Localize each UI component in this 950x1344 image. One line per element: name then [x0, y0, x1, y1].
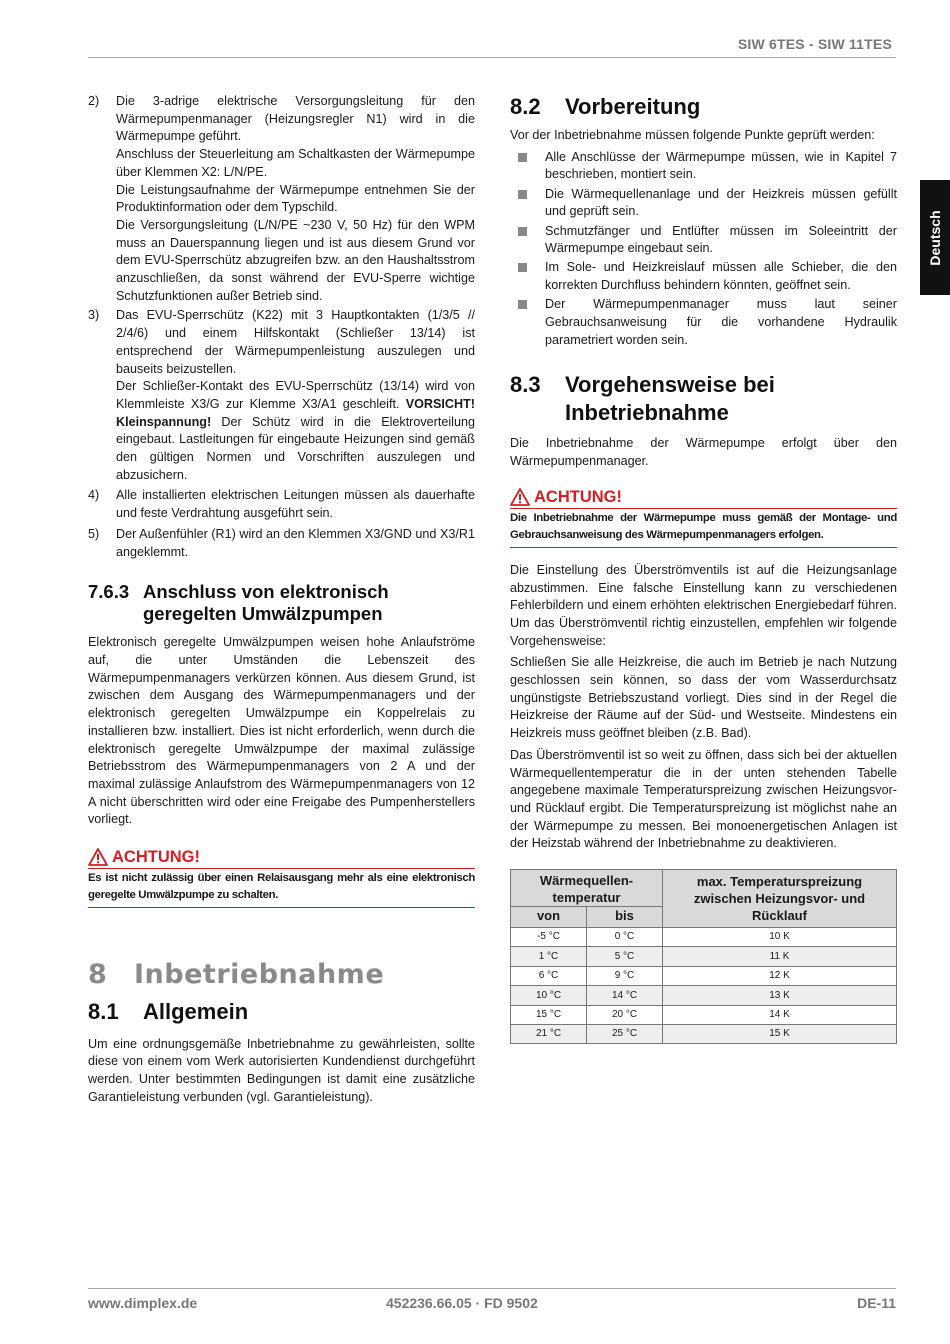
list-item [510, 186, 897, 221]
warning-rule-bottom [510, 547, 897, 548]
table-cell: 6 °C [511, 966, 587, 985]
table-cell: 15 K [663, 1025, 897, 1044]
list-line: Die Versorgungsleitung (L/N/PE ~230 V, 50 Hz) für den WPM muss an Dauerspannung liegen und ist aus diesem Grund vor dem EVU-Sperrschütz abzugreifen bzw. an den Haushaltsstrom anzuschließen, da sonst während der EVU-Sperre wichtige Schutzfunktionen außer Betrieb sind. [116, 217, 475, 303]
list-item [510, 296, 897, 349]
list-line: Anschluss der Steuerleitung am Schaltkasten der Wärmepumpe über Klemmen X2: L/N/PE. [116, 147, 475, 179]
list-item-2 [88, 93, 475, 305]
paragraph: Vor der Inbetriebnahme müssen folgende Punkte geprüft werden: [510, 128, 875, 142]
list-body [116, 307, 475, 484]
table-cell: 25 °C [587, 1025, 663, 1044]
footer-document-number: 452236.66.05 · FD 9502 [386, 1295, 538, 1311]
list-line: Das EVU-Sperrschütz (K22) mit 3 Hauptkontakten (1/3/5 // 2/4/6) und einem Hilfskontakt (Schließer 13/14) ist entsprechend der Wärmepumpenleistung auszulegen und bauseits beizustellen. [116, 308, 475, 376]
table-cell: 11 K [663, 947, 897, 966]
list-line [116, 378, 475, 484]
bullet-square-icon [518, 263, 527, 272]
list-number: 4) [88, 488, 100, 503]
list-item-3 [88, 307, 475, 484]
warning-text: Es ist nicht zulässig über einen Relaisausgang mehr als eine elektronisch geregelte Umwälzpumpe zu schalten. [88, 872, 475, 902]
header-from: von [511, 907, 587, 928]
checklist [510, 149, 897, 350]
left-column [88, 93, 475, 1111]
table-cell: 1 °C [511, 947, 587, 966]
footer-rule [88, 1288, 896, 1289]
list-number: 5) [88, 526, 100, 541]
warning-header [510, 487, 897, 507]
list-item-text: Schmutzfänger und Entlüfter müssen im Soleeintritt der Wärmepumpe eingebaut sein. [545, 223, 897, 256]
header-source-temp: Wärmequellen-temperatur [511, 870, 663, 907]
table-cell: 5 °C [587, 947, 663, 966]
section-heading-8-1 [88, 998, 475, 1026]
list-item-text: Im Sole- und Heizkreislauf müssen alle Schieber, die den korrekten Durchfluss behindern könnten, geöffnet sein. [545, 260, 897, 293]
chapter-title: Inbetriebnahme [134, 959, 385, 991]
list-line: Die Leistungsaufnahme der Wärmepumpe entnehmen Sie der Produktinformation oder dem Typschild. [116, 182, 475, 215]
warning-box [510, 487, 897, 548]
bullet-square-icon [518, 227, 527, 236]
warning-header [88, 847, 475, 867]
warning-label: ACHTUNG! [534, 487, 622, 506]
list-item-text: Der Wärmepumpenmanager muss laut seiner Gebrauchsanweisung für die vorhandene Hydraulik parametriert worden sein. [545, 297, 897, 347]
table-row [511, 947, 897, 966]
warning-label: ACHTUNG! [112, 848, 200, 867]
section-title: Allgemein [143, 998, 249, 1024]
paragraph: Die Einstellung des Überströmventils ist auf die Heizungsanlage abzustimmen. Eine falsche Einstellung kann zu verschiedenen Fehlerbildern und einem erhöhten elektrischen Energiebedarf führen. Um das Überströmventil richtig einzustellen, empfehlen wir folgende Vorgehensweise: [510, 562, 897, 648]
section-title: Anschluss von elektronisch geregelten Umwälzpumpen [143, 581, 389, 625]
section-title: Vorgehensweise bei Inbetriebnahme [565, 372, 775, 426]
table-cell: 9 °C [587, 966, 663, 985]
section-title: Vorbereitung [565, 94, 701, 119]
table-row [511, 1005, 897, 1024]
list-line: Die 3-adrige elektrische Versorgungsleitung für den Wärmepumpenmanager (Heizungsregler N1) wird in die Wärmepumpe geführt. [116, 94, 475, 144]
table-cell: 10 °C [511, 986, 587, 1005]
table-cell: -5 °C [511, 928, 587, 947]
list-number: 2) [88, 94, 100, 108]
list-item-text: Alle Anschlüsse der Wärmepumpe müssen, wie in Kapitel 7 beschrieben, montiert sein. [545, 149, 897, 182]
section-number: 7.6.3 [88, 581, 130, 603]
bullet-square-icon [518, 300, 527, 309]
warning-triangle-icon [88, 848, 108, 866]
footer-page-number: DE-11 [857, 1295, 896, 1311]
table-row [511, 928, 897, 947]
caution-text: VORSICHT! Kleinspannung! [116, 396, 475, 429]
paragraph: Schließen Sie alle Heizkreise, die auch im Betrieb je nach Nutzung geschlossen sein können, so dass der vom Wasserdurchsatz ungünstigste Betriebszustand vorliegt. Dies sind in der Regel die Heizkreise der Räume auf der Süd- und Westseite. Mindestens ein Heizkreis muss geöffnet bleiben (z.B. Bad). [510, 655, 897, 741]
header-to: bis [587, 907, 663, 928]
warning-rule-bottom [88, 907, 475, 908]
paragraph: Die Inbetriebnahme der Wärmepumpe erfolgt über den Wärmepumpenmanager. [510, 436, 897, 469]
header-max-spread: max. Temperaturspreizung zwischen Heizungsvor- und Rücklauf [663, 870, 897, 928]
table-cell: 21 °C [511, 1025, 587, 1044]
list-item [510, 259, 897, 294]
footer-website-link[interactable]: www.dimplex.de [88, 1295, 198, 1311]
table-cell: 12 K [663, 966, 897, 985]
bullet-square-icon [518, 190, 527, 199]
section-number: 8.2 [510, 94, 541, 119]
list-body [116, 93, 475, 305]
list-body: Alle installierten elektrischen Leitungen müssen als dauerhafte und feste Verdrahtung ausgeführt sein. [116, 488, 475, 521]
table-row [511, 966, 897, 985]
paragraph: Das Überströmventil ist so weit zu öffnen, dass sich bei der aktuellen Wärmequellentemperatur die in der unten stehenden Tabelle angegebene maximale Temperaturspreizung zwischen Heizungsvor- und Rücklauf ergibt. Die Temperaturspreizung ist möglichst nahe an der Wärmepumpe zu messen. Bei monoenergetischen Anlagen ist der Heizstab während der Inbetriebnahme zu deaktivieren. [510, 747, 897, 851]
table-row [511, 1025, 897, 1044]
language-tab-label: Deutsch [927, 209, 943, 266]
right-column [510, 93, 897, 1044]
section-number: 8.1 [88, 998, 119, 1024]
table-cell: 0 °C [587, 928, 663, 947]
running-header: SIW 6TES - SIW 11TES [737, 36, 892, 52]
text-run: Der Schließer-Kontakt des EVU-Sperrschütz (13/14) wird von Klemmleiste X3/G zur Klemme X3/A1 geschleift. [116, 379, 475, 411]
table-cell: 14 °C [587, 986, 663, 1005]
warning-text: Die Inbetriebnahme der Wärmepumpe muss gemäß der Montage- und Gebrauchsanweisung des Wärmepumpenmanagers erfolgen. [510, 511, 897, 541]
warning-triangle-icon [510, 488, 530, 506]
paragraph: Um eine ordnungsgemäße Inbetriebnahme zu gewährleisten, sollte diese von einem vom Werk autorisierten Kundendienst durchgeführt werden. Unter bestimmten Bedingungen ist damit eine zusätzliche Garantieleistung verbunden (vgl. Garantieleistung). [88, 1036, 475, 1104]
table-cell: 14 K [663, 1005, 897, 1024]
list-item [510, 223, 897, 258]
list-item [510, 149, 897, 184]
table-row [511, 986, 897, 1005]
chapter-number: 8 [88, 959, 108, 991]
list-body: Der Außenfühler (R1) wird an den Klemmen X3/GND und X3/R1 angeklemmt. [116, 526, 475, 559]
text-run: Der Schütz wird in die Elektroverteilung eingebaut. Lastleitungen für eingebaute Heizungen sind gemäß den gültigen Normen und Vorschriften auszulegen und abzusichern. [116, 414, 475, 482]
section-heading-8-3 [510, 371, 897, 427]
section-heading-7-6-3 [88, 581, 475, 625]
section-number: 8.3 [510, 372, 541, 398]
list-item-5 [88, 526, 475, 561]
list-item-4 [88, 487, 475, 522]
header-rule [88, 57, 896, 58]
warning-box [88, 847, 475, 908]
bullet-square-icon [518, 153, 527, 162]
chapter-heading [88, 959, 475, 991]
table-cell: 20 °C [587, 1005, 663, 1024]
section-heading-8-2 [510, 93, 897, 121]
table-cell: 13 K [663, 986, 897, 1005]
table-cell: 10 K [663, 928, 897, 947]
table-header-row [511, 870, 897, 907]
table-cell: 15 °C [511, 1005, 587, 1024]
temperature-spread-table [510, 869, 897, 1044]
list-item-text: Die Wärmequellenanlage und der Heizkreis müssen gefüllt und geprüft sein. [545, 186, 897, 219]
list-number: 3) [88, 308, 100, 323]
paragraph: Elektronisch geregelte Umwälzpumpen weisen hohe Anlaufströme auf, die unter Umständen die Lebenszeit des Wärmepumpenmanagers verkürzen können. Aus diesem Grund, ist zwischen dem Ausgang des Wärmepumpenmanagers und der elektronisch geregelten Umwälzpumpe ein Koppelrelais zu installieren bzw. installiert. Dies ist nicht erforderlich, wenn durch die elektronisch geregelte Umwälzpumpe der maximal zulässige Betriebsstrom des Wärmepumpenmanagers von 2 A und der maximal zulässige Anlaufstrom des Wärmepumpenmanagers von 12 A nicht überschritten wird oder eine Freigabe des Pumpenherstellers vorliegt. [88, 635, 475, 827]
language-tab [920, 180, 950, 295]
